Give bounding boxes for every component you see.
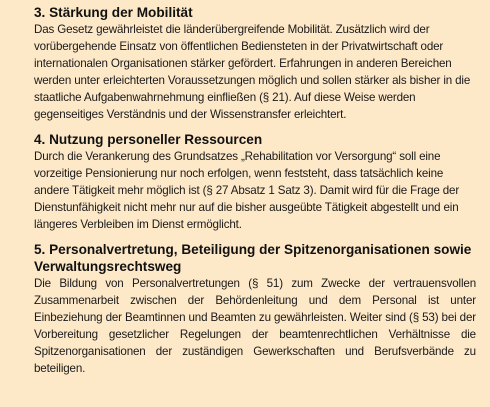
section-paragraph: Durch die Verankerung des Grundsatzes „Rehabilitation vor Versorgung“ soll eine vorzeitige Pensionierung nur noch erfolgen, wenn feststeht, dass tatsächlich keine andere Tätigkeit mehr möglich ist (§ 27 Absatz 1 Satz 3). Damit wird für die Frage der Dienstunfähigkeit nicht mehr nur auf die bisher ausgeübte Tätigkeit abgestellt und ein längeres Verbleiben im Dienst ermöglicht. [34,150,460,231]
section-personalvertretung [34,241,476,377]
section-paragraph: Das Gesetz gewährleistet die länderübergreifende Mobilität. Zusätzlich wird der vorübergehende Einsatz von öffentlichen Bediensteten in der Privatwirtschaft oder internationalen Organisationen stärker gefördert. Erfahrungen in anderen Bereichen werden unter erleichterten Voraussetzungen möglich und sollen stärker als bisher in die staatliche Aufgabenwahrnehmung einfließen (§ 21). Auf diese Weise werden gegenseitiges Verständnis und der Wissenstransfer erleichtert. [34,23,471,121]
section-title: 3. Stärkung der Mobilität [34,5,193,20]
section-personelle-ressourcen [34,131,476,233]
section-paragraph: Die Bildung von Personalvertretungen (§ 51) zum Zwecke der vertrauensvollen Zusammenarbeit zwischen der Behördenleitung und dem Personal ist unter Einbeziehung der Beamtinnen und Beamten zu gewährleisten. Weiter sind (§ 53) bei der Vorbereitung gesetzlicher Regelungen der beamtenrechtlichen Verhältnisse die Spitzenorganisationen der zuständigen Gewerkschaften und Berufsverbände zu beteiligen. [34,277,476,375]
section-mobilitaet [34,4,476,123]
section-title: 4. Nutzung personeller Ressourcen [34,132,263,147]
section-title: 5. Personalvertretung, Beteiligung der Spitzenorganisationen sowie Verwaltungsrechtsweg [34,242,472,274]
